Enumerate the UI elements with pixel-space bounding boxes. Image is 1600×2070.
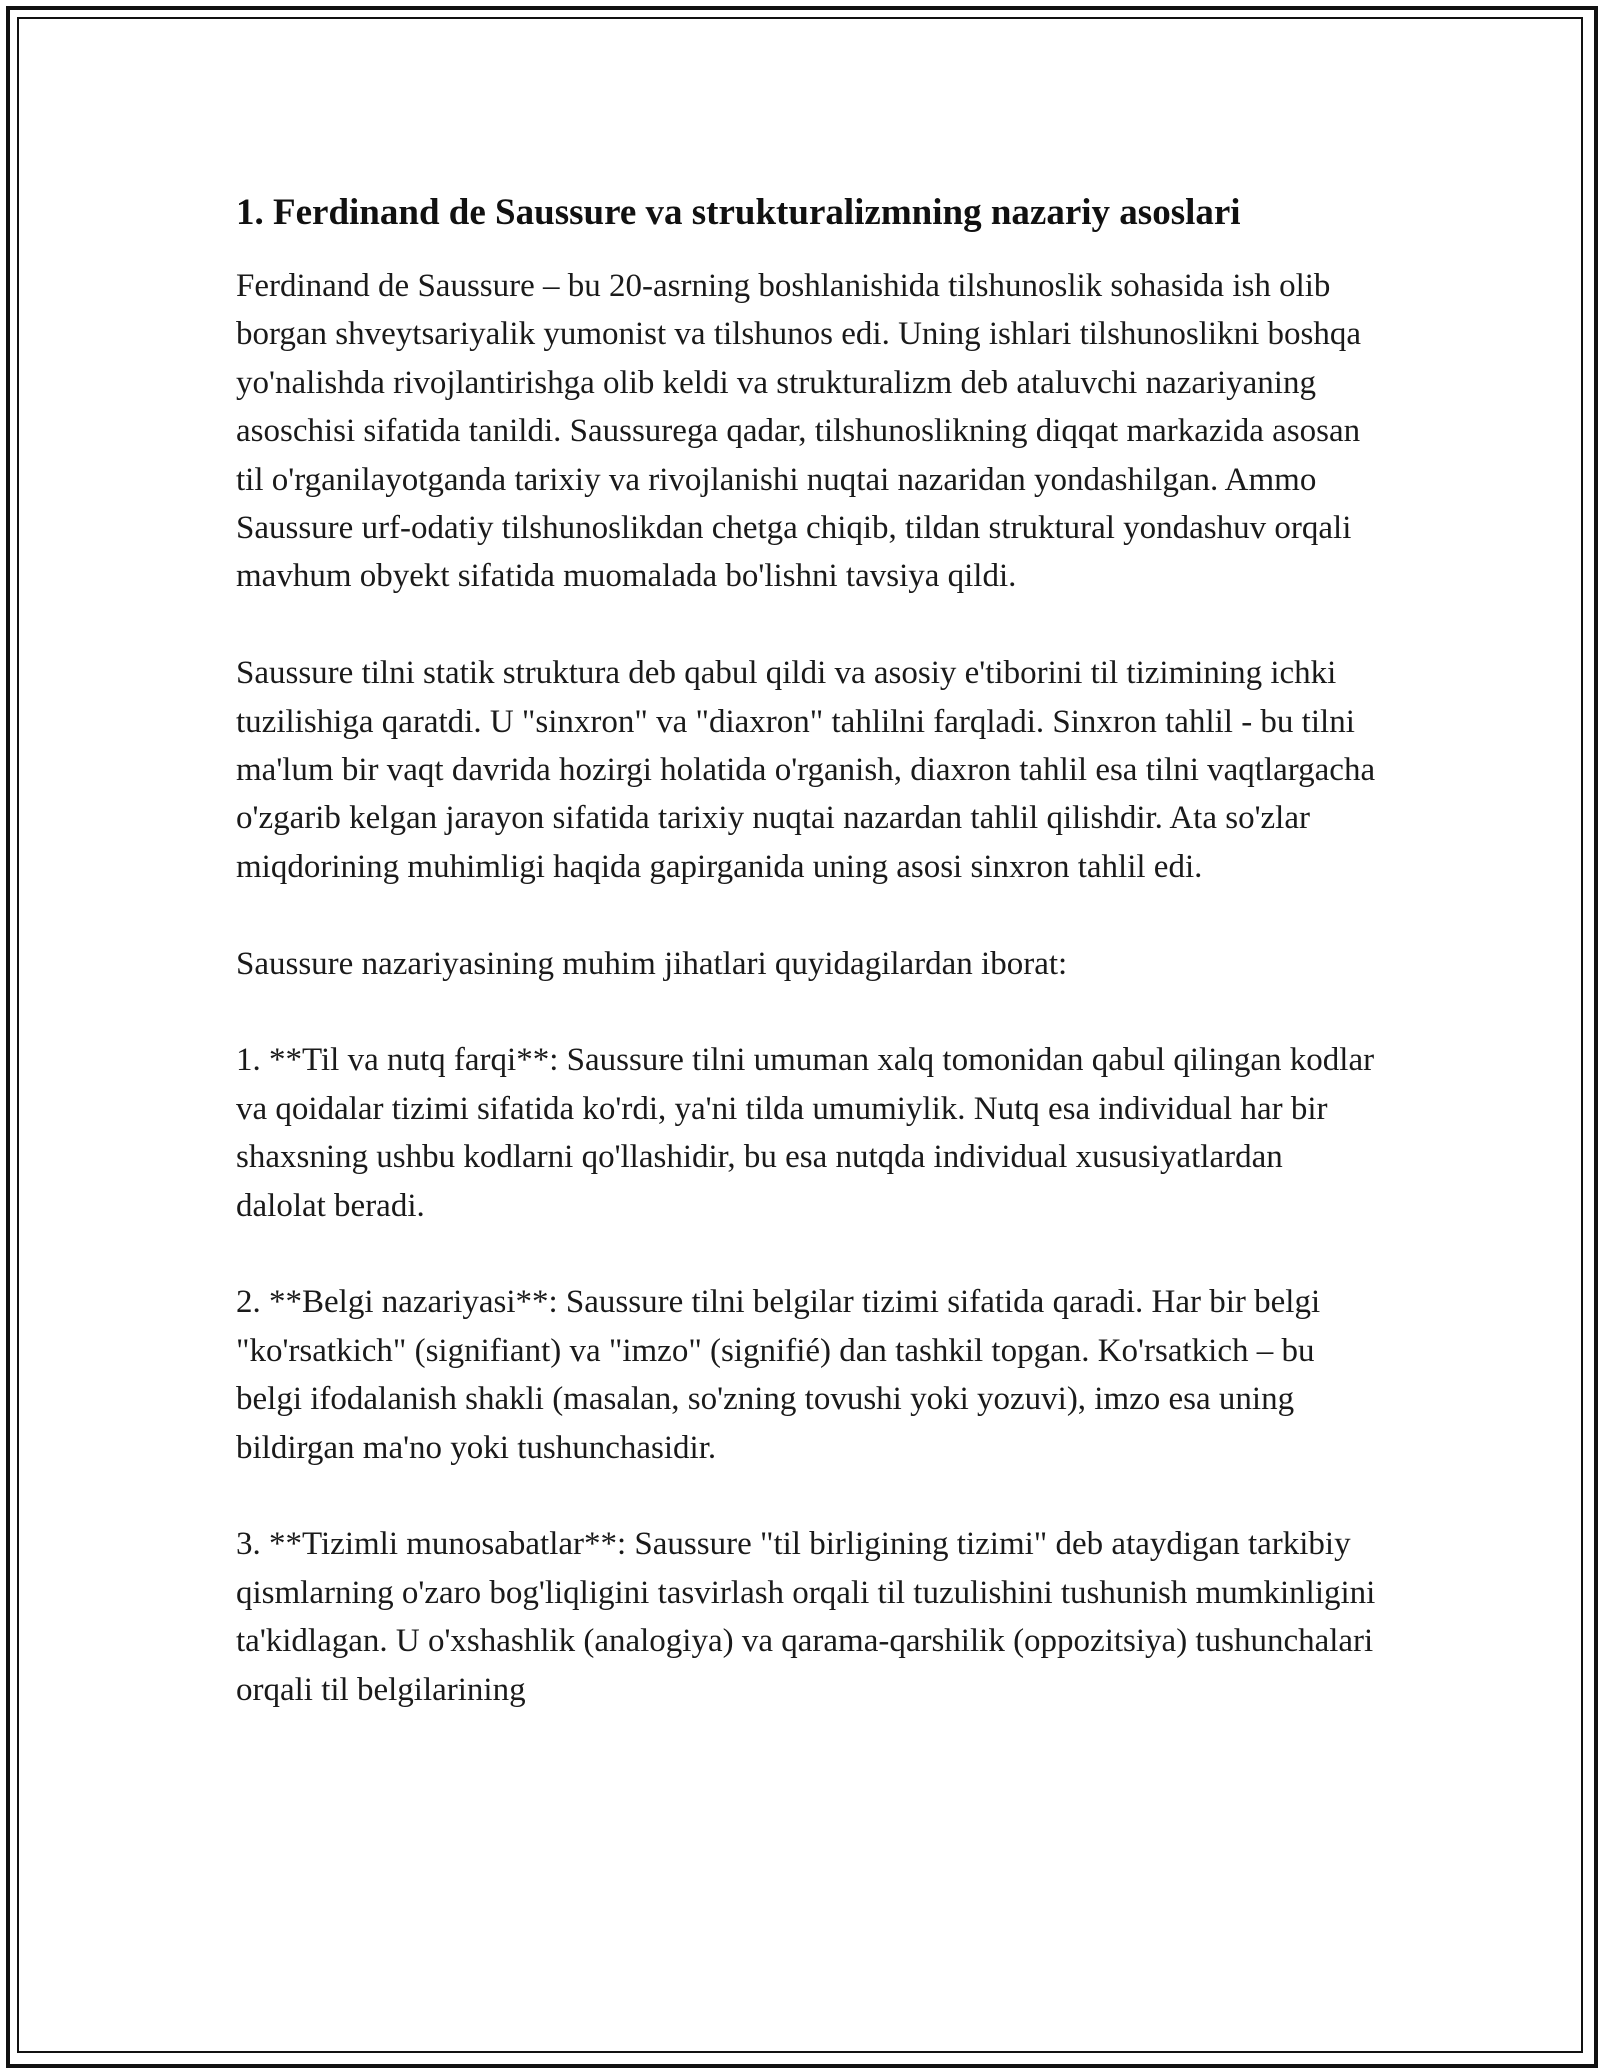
document-title: 1. Ferdinand de Saussure va strukturalizmning nazariy asoslari (236, 192, 1241, 233)
list-item-sign-theory: 2. **Belgi nazariyasi**: Saussure tilni belgilar tizimi sifatida qaradi. Har bir belgi "ko'rsatkich" (signifiant) va "imzo" (signifié) dan tashkil topgan. Ko'rsatkich – bu belgi ifodalanish shakli (masalan, so'zning tovushi yoki yozuvi), imzo esa uning bildirgan ma'no yoki tushunchasidir. (236, 1284, 1321, 1466)
paragraph-intro: Ferdinand de Saussure – bu 20-asrning boshlanishida tilshunoslik sohasida ish olib borgan shveytsariyalik yumonist va tilshunos edi. Uning ishlari tilshunoslikni boshqa yo'nalishda rivojlantirishga olib keldi va strukturalizm deb ataluvchi nazariyaning asoschisi sifatida tanildi. Saussurega qadar, tilshunoslikning diqqat markazida asosan til o'rganilayotganda tarixiy va rivojlanishi nuqtai nazaridan yondashilgan. Ammo Saussure urf-odatiy tilshunoslikdan chetga chiqib, tildan struktural yondashuv orqali mavhum obyekt sifatida muomalada bo'lishni tavsiya qildi. (236, 268, 1361, 595)
list-item-language-speech: 1. **Til va nutq farqi**: Saussure tilni umuman xalq tomonidan qabul qilingan kodlar va qoidalar tizimi sifatida ko'rdi, ya'ni tilda umumiylik. Nutq esa individual har bir shaxsning ushbu kodlarni qo'llashidir, bu esa nutqda individual xususiyatlardan dalolat beradi. (236, 1042, 1375, 1224)
paragraph-synchronic-diachronic: Saussure tilni statik struktura deb qabul qildi va asosiy e'tiborini til tizimining ichki tuzilishiga qaratdi. U "sinxron" va "diaxron" tahlilni farqladi. Sinxron tahlil - bu tilni ma'lum bir vaqt davrida hozirgi holatida o'rganish, diaxron tahlil esa tilni vaqtlargacha o'zgarib kelgan jarayon sifatida tarixiy nuqtai nazardan tahlil qilishdir. Ata so'zlar miqdorining muhimligi haqida gapirganida uning asosi sinxron tahlil edi. (236, 655, 1376, 885)
paragraph-list-lead: Saussure nazariyasining muhim jihatlari quyidagilardan iborat: (236, 945, 1068, 982)
document-body (236, 186, 1376, 1714)
list-item-systemic-relations: 3. **Tizimli munosabatlar**: Saussure "til birligining tizimi" deb ataydigan tarkibiy qismlarning o'zaro bog'liqligini tasvirlash orqali til tuzulishini tushunish mumkinligini ta'kidlagan. U o'xshashlik (analogiya) va qarama-qarshilik (oppozitsiya) tushunchalari orqali til belgilarining (236, 1526, 1376, 1708)
